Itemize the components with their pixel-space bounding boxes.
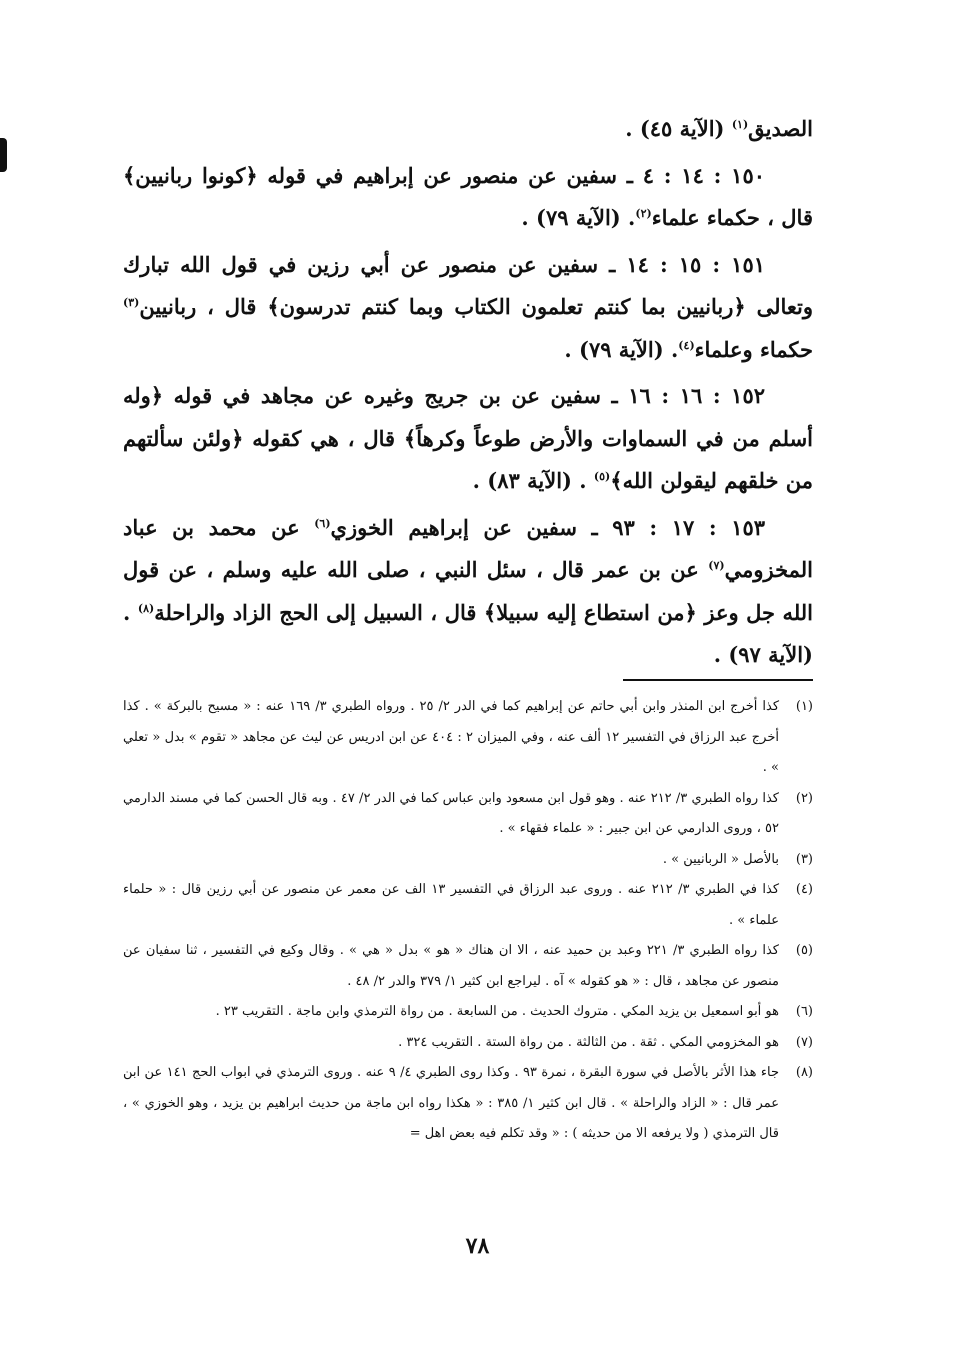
text-segment: عن بن عمر قال ، سئل النبي ، صلى الله عليه وسلم ، عن قول الله جل وعز ﴿من استطاع إليه سبيلا﴾ قال ، السبيل إلى الحج الزاد والراحلة [123,557,814,625]
footnote-text: كذا رواه الطبري ٣/ ٢٢١ وعبد بن حميد عنه ، الا ان هناك « هو » بدل « هي » . وقال وكيع في التفسير ، ثنا سفيان عن منصور عن مجاهد ، قال : « هو كقوله » آه . ليراجع ابن كثير ١/ ٣٧٩ والدر ٢/ ٤٨ . [123,943,779,989]
footnote-number: (٣) [795,851,813,867]
footnote-number: (١) [795,699,813,714]
page-edge-mark [0,138,7,172]
text-segment: . (الآية ٩٧) . [123,599,813,667]
footnote-ref: (٥) [593,470,611,483]
text-segment: ١٥٣ : ١٧ : ٩٣ ـ سفين عن إبراهيم الخوزي [330,514,766,540]
footnote-divider [623,679,813,681]
entry-151 [123,244,813,372]
footnote-ref: (١) [731,118,749,131]
text-segment: ١٥٠ : ١٤ : ٤ ـ سفين عن منصور عن إبراهيم في قوله ﴿كونوا ربانيين﴾ قال ، حكماء علماء [123,162,813,230]
footnote-number: (٧) [795,1034,813,1050]
footnote-ref: (٢) [635,207,652,220]
footnote-text: هو أبو اسمعيل بن يزيد المكي . متروك الحديث . من السابعة . من رواة الترمذي وابن ماجة . التقريب ٢٣ . [215,1004,779,1019]
entry-152 [123,375,813,503]
footnote-ref: (٧) [708,559,725,572]
entry-153 [123,507,813,677]
paragraph-continuation [123,108,813,151]
text-segment: . (الآية ٨٣) . [472,468,587,493]
footnote-7 [123,1028,813,1059]
footnote-8 [123,1058,813,1150]
text-segment: (الآية ٤٥) . [625,116,725,141]
footnote-text: هو المخزومي المكي . ثقة . من الثالثة . من رواة الستة . التقريب ٣٢٤ . [398,1034,779,1050]
footnote-number: (٤) [795,882,813,897]
text-segment: . (الآية ٧٩) . [521,205,636,230]
footnote-ref: (٤) [678,338,695,352]
footnote-1 [123,692,813,784]
footnote-6 [123,997,813,1028]
footnote-ref: (٦) [314,516,331,530]
footnote-text: كذا أخرج ابن المنذر وابن أبي حاتم عن إبراهيم كما في الدر ٢/ ٢٥ . ورواه الطبري ٣/ ١٦٩ عنه : « مسيح بالبركة » . كذا أخرج عبد الرزاق في التفسير ١٢ ألف عنه ، وفي الميزان ٢ : ٤٠٤ عن ابن ادريس عن ليث عن مجاهد « تقوم » بدل « تعلي » . [123,699,780,775]
page-number: ٧٨ [465,1233,490,1259]
footnote-3 [123,845,813,876]
text-segment: حكماء وعلماء [694,336,813,362]
footnote-number: (٨) [795,1065,813,1080]
text-segment: الصديق [748,116,813,141]
entry-150 [123,155,813,240]
footnotes [123,692,813,1150]
footnote-text: جاء هذا الأثر بالأصل في سورة البقرة ، نمرة ٩٣ . وكذا روى الطبري ٤/ ٩ عنه . وروى الترمذي في ابواب الحج ١٤١ عن ابن عمر قال : « الزاد والراحلة » . قال ابن كثير ١/ ٣٨٥ : « هكذا رواه ابن ماجة من حديث ابراهيم بن يزيد ، وهو الخوزي » ، قال الترمذي ( ولا يرفعه الا من حديثه ) : « وقد تكلم فيه بعض اهل = [123,1065,780,1141]
footnote-ref: (٨) [137,601,155,615]
footnote-text: كذا رواه الطبري ٣/ ٢١٢ عنه . وهو قول ابن مسعود وابن عباس كما في الدر ٢/ ٤٧ . وبه قال الحسن كما في مسند الدارمي ٥٢ ، وروى الدارمي عن ابن جبير : « علماء فقهاء » . [123,790,779,836]
footnote-5 [123,936,813,997]
footnote-number: (٥) [795,943,813,958]
footnote-text: بالأصل « الربانيين » . [662,851,779,867]
footnote-text: كذا في الطبري ٣/ ٢١٢ عنه . وروى عبد الرزاق في التفسير ١٣ الف عن معمر عن منصور عن أبي رزين قال : « حلماء علماء » . [123,882,780,928]
footnote-number: (٦) [795,1004,813,1019]
footnote-4 [123,875,813,936]
footnote-ref: (٣) [123,296,140,309]
footnote-2 [123,784,813,845]
text-segment: عن محمد بن عباد المخزومي [123,514,814,582]
footnote-number: (٢) [795,790,813,806]
text-segment: . (الآية ٧٩) . [564,336,679,362]
text-segment: ١٥١ : ١٥ : ١٤ ـ سفين عن منصور عن أبي رزين في قول الله تبارك وتعالى ﴿ربانيين بما كنتم تعلمون الكتاب وبما كنتم تدرسون﴾ قال ، ربانيين [123,251,813,319]
main-text [123,108,813,681]
text-segment: ١٥٢ : ١٦ : ١٦ ـ سفين عن بن جريج وغيره عن مجاهد في قوله ﴿وله أسلم من في السماوات والأرض طوعاً وكرهاً﴾ قال ، هي كقوله ﴿ولئن سألتهم من خلقهم ليقولن الله﴾ [123,383,813,493]
